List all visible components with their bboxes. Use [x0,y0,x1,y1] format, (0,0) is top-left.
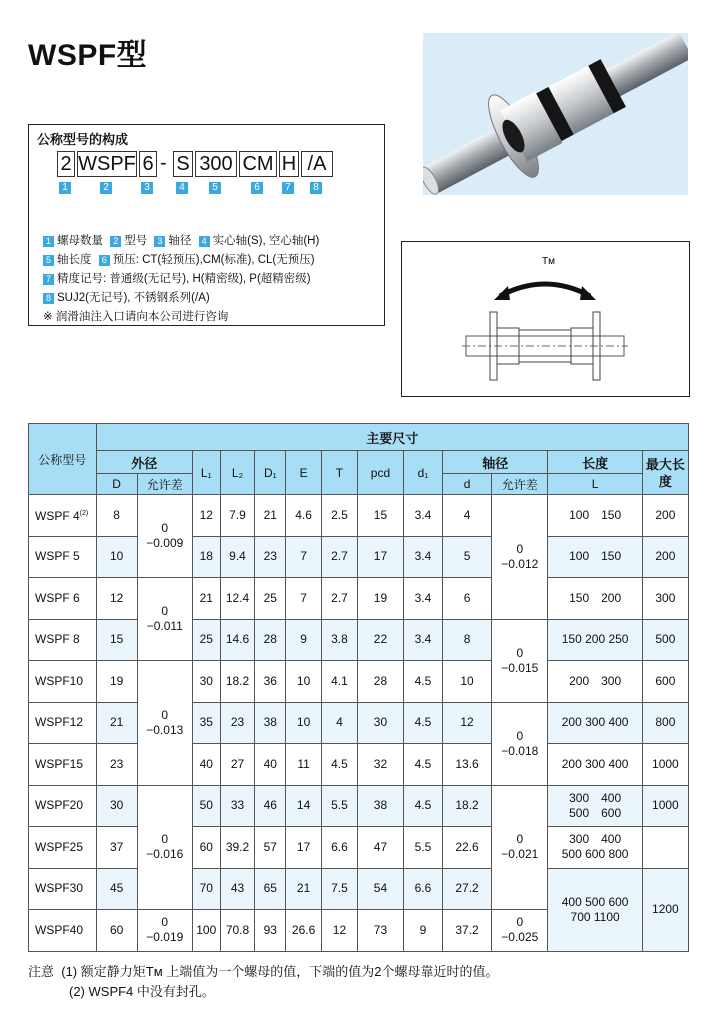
note-1: (1) 额定静力矩Tм 上端值为一个螺母的值，下端的值为2个螺母靠近时的值。 [61,964,499,979]
cell-model: WSPF 4$^{(2)}$ [29,495,97,537]
col-L1: L₁ [192,451,220,495]
cell-d1: 3.4 [404,578,443,620]
legend-number: 7 [43,274,54,285]
cell-D1: 21 [255,495,286,537]
cell-L: 300 400 500 600 800 [548,827,642,869]
cell-T: 3.8 [322,619,358,661]
cell-d: 6 [442,578,491,620]
table-row [29,495,689,537]
cell-D: 8 [96,495,137,537]
notes-label: 注意 [28,964,55,979]
code-number: 8 [310,182,322,194]
cell-outer-tol: 0 −0.016 [137,785,192,910]
legend-line [43,270,319,289]
note-2: (2) WSPF4 中没有封孔。 [69,984,215,999]
cell-outer-tol: 0 −0.009 [137,495,192,578]
cell-max-length: 200 [642,536,688,578]
col-d: d [442,474,491,495]
cell-E: 14 [286,785,322,827]
cell-L2: 9.4 [220,536,255,578]
cell-max-length: 800 [642,702,688,744]
cell-d1: 4.5 [404,661,443,703]
cell-d: 18.2 [442,785,491,827]
cell-pcd: 73 [357,910,403,952]
torque-diagram [401,241,690,397]
legend-text: 轴长度 [57,254,92,266]
cell-d: 22.6 [442,827,491,869]
table-row [29,619,689,661]
cell-d1: 3.4 [404,536,443,578]
cell-d1: 3.4 [404,619,443,661]
cell-shaft-tol: 0 −0.021 [492,785,548,910]
cell-L2: 14.6 [220,619,255,661]
cell-model: WSPF 5 [29,536,97,578]
cell-model: WSPF 6 [29,578,97,620]
legend-number: 1 [43,236,54,247]
product-photo [423,33,688,195]
col-max-length: 最大长度 [642,451,688,495]
cell-D1: 23 [255,536,286,578]
cell-D: 12 [96,578,137,620]
col-d1: d₁ [404,451,443,495]
legend-line [43,289,319,308]
cell-E: 7 [286,536,322,578]
cell-E: 26.6 [286,910,322,952]
code-seg-material: /A [301,151,333,177]
table-row [29,578,689,620]
cell-L1: 35 [192,702,220,744]
cell-L: 400 500 600 700 1100 [548,868,642,951]
col-outer-dia: 外径 [96,451,192,474]
col-outer-tol: 允许差 [137,474,192,495]
notes [28,962,498,1002]
legend-line [43,308,319,327]
cell-L1: 60 [192,827,220,869]
cell-max-length: 300 [642,578,688,620]
col-L2: L₂ [220,451,255,495]
legend-text: 精度记号: 普通级(无记号), H(精密级), P(超精密级) [57,273,311,285]
cell-d: 5 [442,536,491,578]
cell-pcd: 47 [357,827,403,869]
cell-L2: 27 [220,744,255,786]
cell-L1: 21 [192,578,220,620]
legend-text: 螺母数量 [57,235,103,247]
cell-pcd: 22 [357,619,403,661]
cell-D1: 57 [255,827,286,869]
cell-D: 30 [96,785,137,827]
cell-L2: 70.8 [220,910,255,952]
legend-text: ※ 润滑油注入口请向本公司进行咨询 [43,311,229,323]
cell-D: 23 [96,744,137,786]
cell-d1: 3.4 [404,495,443,537]
legend-number: 2 [110,236,121,247]
cell-T: 12 [322,910,358,952]
table-row [29,536,689,578]
col-length: 长度 [548,451,642,474]
cell-L1: 18 [192,536,220,578]
code-seg-length: 300 [195,151,237,177]
cell-D1: 38 [255,702,286,744]
legend-text: SUJ2(无记号), 不锈钢系列(/A) [57,292,210,304]
cell-d: 12 [442,702,491,744]
cell-D1: 28 [255,619,286,661]
cell-max-length: 500 [642,619,688,661]
cell-T: 7.5 [322,868,358,910]
cell-L: 200 300 400 [548,702,642,744]
model-code-header: 公称型号的构成 [37,132,129,147]
cell-outer-tol: 0 −0.013 [137,661,192,786]
cell-T: 2.7 [322,536,358,578]
col-T: T [322,451,358,495]
legend-number: 3 [154,236,165,247]
cell-E: 10 [286,702,322,744]
cell-L: 150 200 250 [548,619,642,661]
cell-D: 15 [96,619,137,661]
cell-pcd: 15 [357,495,403,537]
cell-d1: 4.5 [404,702,443,744]
cell-shaft-tol: 0 −0.018 [492,702,548,785]
code-seg-count: 2 [57,151,75,177]
cell-model: WSPF25 [29,827,97,869]
cell-T: 2.7 [322,578,358,620]
table-row [29,744,689,786]
cell-L2: 23 [220,702,255,744]
cell-pcd: 32 [357,744,403,786]
code-number: 2 [100,182,112,194]
cell-shaft-tol: 0 −0.015 [492,619,548,702]
cell-max-length: 1000 [642,785,688,827]
cell-D: 10 [96,536,137,578]
code-number: 4 [176,182,188,194]
code-seg-preload: CM [239,151,277,177]
cell-T: 6.6 [322,827,358,869]
cell-outer-tol: 0 −0.019 [137,910,192,952]
cell-D: 37 [96,827,137,869]
cell-D: 60 [96,910,137,952]
legend-line [43,232,319,251]
cell-d1: 9 [404,910,443,952]
code-seg-accuracy: H [279,151,299,177]
table-row [29,661,689,703]
cell-L2: 33 [220,785,255,827]
cell-d: 13.6 [442,744,491,786]
col-shaft-dia: 轴径 [442,451,548,474]
legend-text: 预压: CT(轻预压),CM(标准), CL(无预压) [112,254,315,266]
code-number: 3 [141,182,153,194]
code-number: 7 [282,182,294,194]
spec-table [28,423,689,952]
cell-D: 45 [96,868,137,910]
cell-L1: 50 [192,785,220,827]
cell-d: 10 [442,661,491,703]
page-title: WSPF型 [28,39,148,72]
cell-E: 9 [286,619,322,661]
cell-model: WSPF30 [29,868,97,910]
legend-text: 型号 [124,235,148,247]
cell-d1: 5.5 [404,827,443,869]
cell-max-length: 1000 [642,744,688,786]
code-number: 1 [59,182,71,194]
cell-T: 4.5 [322,744,358,786]
cell-pcd: 28 [357,661,403,703]
cell-model: WSPF12 [29,702,97,744]
cell-max-length: 600 [642,661,688,703]
cell-L1: 100 [192,910,220,952]
cell-model: WSPF40 [29,910,97,952]
model-code-legend [43,232,319,327]
cell-T: 4.1 [322,661,358,703]
cell-pcd: 19 [357,578,403,620]
legend-text: 轴径 [168,235,192,247]
cell-d: 4 [442,495,491,537]
cell-L2: 43 [220,868,255,910]
col-shaft-tol: 允许差 [492,474,548,495]
cell-model: WSPF10 [29,661,97,703]
cell-D1: 93 [255,910,286,952]
cell-pcd: 38 [357,785,403,827]
table-row [29,702,689,744]
code-seg-shaft-kind: S [173,151,193,177]
col-D: D [96,474,137,495]
cell-shaft-tol: 0 −0.025 [492,910,548,952]
legend-number: 5 [43,255,54,266]
cell-L: 300 400 500 600 [548,785,642,827]
cell-D: 19 [96,661,137,703]
legend-line [43,251,319,270]
cell-max-length: 1200 [642,868,688,951]
cell-d1: 4.5 [404,785,443,827]
cell-D1: 65 [255,868,286,910]
cell-d1: 4.5 [404,744,443,786]
cell-d: 8 [442,619,491,661]
footnote-mark: (2) [79,510,89,518]
col-model: 公称型号 [29,424,97,495]
cell-L2: 39.2 [220,827,255,869]
cell-L2: 7.9 [220,495,255,537]
torque-label: Tм [542,256,555,267]
cell-D1: 25 [255,578,286,620]
cell-shaft-tol: 0 −0.012 [492,495,548,620]
cell-D1: 46 [255,785,286,827]
cell-L2: 18.2 [220,661,255,703]
legend-number: 8 [43,293,54,304]
table-row [29,785,689,827]
code-seg-type: WSPF [78,153,136,175]
table-row [29,868,689,910]
cell-L2: 12.4 [220,578,255,620]
col-main-dims: 主要尺寸 [96,424,688,451]
table-row [29,827,689,869]
cell-L1: 12 [192,495,220,537]
cell-T: 5.5 [322,785,358,827]
cell-E: 10 [286,661,322,703]
legend-text: 实心轴(S), 空心轴(H) [212,235,320,247]
cell-max-length [642,827,688,869]
cell-E: 17 [286,827,322,869]
cell-L1: 70 [192,868,220,910]
cell-T: 4 [322,702,358,744]
cell-L1: 25 [192,619,220,661]
cell-E: 21 [286,868,322,910]
cell-E: 7 [286,578,322,620]
cell-d1: 6.6 [404,868,443,910]
cell-E: 11 [286,744,322,786]
cell-L: 200 300 [548,661,642,703]
legend-number: 4 [199,236,210,247]
cell-d: 37.2 [442,910,491,952]
cell-L: 200 300 400 [548,744,642,786]
cell-D: 21 [96,702,137,744]
cell-L: 100 150 [548,536,642,578]
cell-outer-tol: 0 −0.011 [137,578,192,661]
cell-model: WSPF15 [29,744,97,786]
code-seg-shaft-dia: 6 [139,151,157,177]
cell-pcd: 54 [357,868,403,910]
cell-model: WSPF 8 [29,619,97,661]
cell-D1: 40 [255,744,286,786]
cell-d: 27.2 [442,868,491,910]
cell-D1: 36 [255,661,286,703]
legend-number: 6 [99,255,110,266]
cell-pcd: 30 [357,702,403,744]
cell-L: 150 200 [548,578,642,620]
code-number: 5 [209,182,221,194]
col-L: L [548,474,642,495]
cell-L: 100 150 [548,495,642,537]
cell-max-length: 200 [642,495,688,537]
model-code-box [28,124,385,326]
col-pcd: pcd [357,451,403,495]
cell-E: 4.6 [286,495,322,537]
code-sep: - [160,152,167,174]
col-D1: D₁ [255,451,286,495]
cell-L1: 30 [192,661,220,703]
cell-model: WSPF20 [29,785,97,827]
cell-T: 2.5 [322,495,358,537]
code-number: 6 [251,182,263,194]
cell-pcd: 17 [357,536,403,578]
col-E: E [286,451,322,495]
cell-L1: 40 [192,744,220,786]
